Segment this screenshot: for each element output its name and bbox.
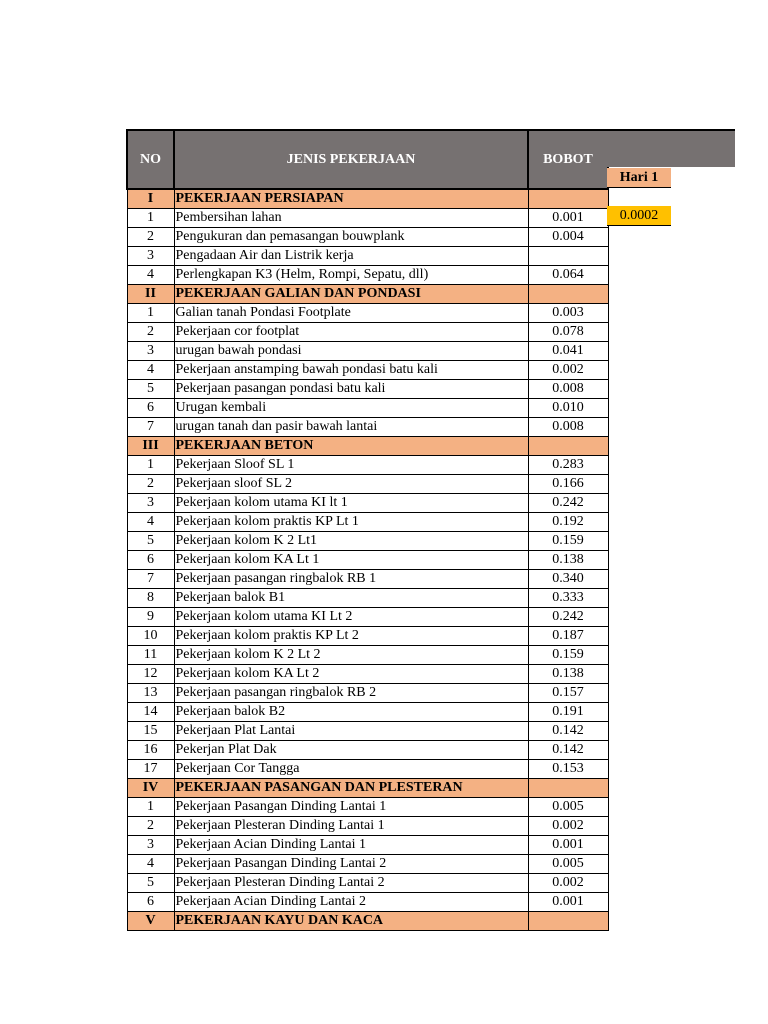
row-job-cell[interactable]: Pekerjaan pasangan pondasi batu kali xyxy=(174,380,528,399)
table-row xyxy=(127,665,608,684)
header-no[interactable]: NO xyxy=(127,130,174,189)
row-bobot-cell[interactable]: 0.283 xyxy=(528,456,608,475)
row-job-cell[interactable]: Pekerjaan kolom K 2 Lt 2 xyxy=(174,646,528,665)
row-no-cell[interactable]: I xyxy=(127,189,174,209)
table-row xyxy=(127,703,608,722)
row-bobot-cell[interactable]: 0.153 xyxy=(528,760,608,779)
row-no-cell[interactable]: 3 xyxy=(127,342,174,361)
row-no-cell[interactable]: 7 xyxy=(127,570,174,589)
row-bobot-cell[interactable] xyxy=(528,247,608,266)
row-no-cell[interactable]: 14 xyxy=(127,703,174,722)
header-bobot[interactable]: BOBOT xyxy=(528,130,608,189)
row-no-cell[interactable]: 13 xyxy=(127,684,174,703)
row-job-cell[interactable]: Pekerjaan kolom KA Lt 2 xyxy=(174,665,528,684)
row-job-cell[interactable]: Pekerjaan Pasangan Dinding Lantai 2 xyxy=(174,855,528,874)
row-job-cell[interactable]: Pekerjaan Plesteran Dinding Lantai 2 xyxy=(174,874,528,893)
header-row xyxy=(127,130,608,189)
row-no-cell[interactable]: IV xyxy=(127,779,174,798)
row-bobot-cell[interactable]: 0.166 xyxy=(528,475,608,494)
row-bobot-cell[interactable]: 0.138 xyxy=(528,551,608,570)
table-row xyxy=(127,570,608,589)
row-no-cell[interactable]: 15 xyxy=(127,722,174,741)
row-bobot-cell[interactable]: 0.001 xyxy=(528,209,608,228)
table-row xyxy=(127,836,608,855)
row-no-cell[interactable]: 3 xyxy=(127,247,174,266)
row-job-cell[interactable]: Pekerjaan kolom utama KI lt 1 xyxy=(174,494,528,513)
row-no-cell[interactable]: 6 xyxy=(127,551,174,570)
row-job-cell[interactable]: Pekerjaan Plesteran Dinding Lantai 1 xyxy=(174,817,528,836)
table-row xyxy=(127,494,608,513)
row-bobot-cell[interactable]: 0.242 xyxy=(528,494,608,513)
table-row xyxy=(127,399,608,418)
row-job-cell[interactable]: Pekerjaan kolom KA Lt 1 xyxy=(174,551,528,570)
table-row xyxy=(127,608,608,627)
row-bobot-cell[interactable]: 0.002 xyxy=(528,817,608,836)
row-bobot-cell[interactable]: 0.010 xyxy=(528,399,608,418)
row-bobot-cell[interactable]: 0.333 xyxy=(528,589,608,608)
row-bobot-cell[interactable]: 0.142 xyxy=(528,741,608,760)
schedule-header-band xyxy=(607,129,735,167)
row-job-cell[interactable]: Pekerjan Plat Dak xyxy=(174,741,528,760)
row-bobot-cell[interactable]: 0.159 xyxy=(528,532,608,551)
row-job-cell[interactable]: Pekerjaan anstamping bawah pondasi batu kali xyxy=(174,361,528,380)
table-row xyxy=(127,247,608,266)
row-bobot-cell[interactable]: 0.008 xyxy=(528,380,608,399)
row-job-cell[interactable]: Pekerjaan Acian Dinding Lantai 2 xyxy=(174,893,528,912)
row-no-cell[interactable]: 5 xyxy=(127,532,174,551)
row-no-cell[interactable]: 16 xyxy=(127,741,174,760)
row-job-cell[interactable]: Pekerjaan Sloof SL 1 xyxy=(174,456,528,475)
row-bobot-cell[interactable] xyxy=(528,437,608,456)
row-bobot-cell[interactable]: 0.191 xyxy=(528,703,608,722)
row-no-cell[interactable]: 4 xyxy=(127,266,174,285)
row-bobot-cell[interactable]: 0.192 xyxy=(528,513,608,532)
table-row xyxy=(127,228,608,247)
table-row xyxy=(127,874,608,893)
section-row xyxy=(127,779,608,798)
work-schedule-table xyxy=(126,129,609,931)
row-job-cell[interactable]: Pekerjaan Cor Tangga xyxy=(174,760,528,779)
row-no-cell[interactable]: 2 xyxy=(127,817,174,836)
row-job-cell[interactable]: PEKERJAAN KAYU DAN KACA xyxy=(174,912,528,931)
table-row xyxy=(127,380,608,399)
row-no-cell[interactable]: 2 xyxy=(127,475,174,494)
row-job-cell[interactable]: Pekerjaan kolom praktis KP Lt 2 xyxy=(174,627,528,646)
row-bobot-cell[interactable] xyxy=(528,189,608,209)
row-bobot-cell[interactable]: 0.008 xyxy=(528,418,608,437)
row-bobot-cell[interactable]: 0.159 xyxy=(528,646,608,665)
row-bobot-cell[interactable]: 0.005 xyxy=(528,855,608,874)
day-1-header-cell[interactable]: Hari 1 xyxy=(607,168,671,188)
row-bobot-cell[interactable]: 0.001 xyxy=(528,836,608,855)
row-no-cell[interactable]: 10 xyxy=(127,627,174,646)
row-bobot-cell[interactable]: 0.001 xyxy=(528,893,608,912)
row-job-cell[interactable]: Pekerjaan Acian Dinding Lantai 1 xyxy=(174,836,528,855)
row-job-cell[interactable]: Pekerjaan balok B1 xyxy=(174,589,528,608)
row-job-cell[interactable]: Perlengkapan K3 (Helm, Rompi, Sepatu, dll) xyxy=(174,266,528,285)
row-no-cell[interactable]: 9 xyxy=(127,608,174,627)
row-bobot-cell[interactable]: 0.004 xyxy=(528,228,608,247)
table-row xyxy=(127,893,608,912)
table-row xyxy=(127,760,608,779)
row-no-cell[interactable]: 5 xyxy=(127,380,174,399)
table-row xyxy=(127,513,608,532)
table-row xyxy=(127,627,608,646)
row-bobot-cell[interactable]: 0.003 xyxy=(528,304,608,323)
row-bobot-cell[interactable] xyxy=(528,285,608,304)
row-no-cell[interactable]: V xyxy=(127,912,174,931)
row-no-cell[interactable]: 1 xyxy=(127,456,174,475)
row-no-cell[interactable]: 11 xyxy=(127,646,174,665)
row-bobot-cell[interactable]: 0.005 xyxy=(528,798,608,817)
row-bobot-cell[interactable]: 0.041 xyxy=(528,342,608,361)
row-job-cell[interactable]: Pekerjaan kolom K 2 Lt1 xyxy=(174,532,528,551)
table-row xyxy=(127,798,608,817)
row-no-cell[interactable]: 8 xyxy=(127,589,174,608)
row-job-cell[interactable]: Pekerjaan cor footplat xyxy=(174,323,528,342)
row-no-cell[interactable]: 6 xyxy=(127,399,174,418)
row-job-cell[interactable]: PEKERJAAN PERSIAPAN xyxy=(174,189,528,209)
row-bobot-cell[interactable] xyxy=(528,912,608,931)
row-bobot-cell[interactable] xyxy=(528,779,608,798)
row-job-cell[interactable]: urugan tanah dan pasir bawah lantai xyxy=(174,418,528,437)
row-job-cell[interactable]: Pekerjaan balok B2 xyxy=(174,703,528,722)
row-bobot-cell[interactable]: 0.340 xyxy=(528,570,608,589)
row-job-cell[interactable]: Galian tanah Pondasi Footplate xyxy=(174,304,528,323)
row-job-cell[interactable]: Urugan kembali xyxy=(174,399,528,418)
row-job-cell[interactable]: Pembersihan lahan xyxy=(174,209,528,228)
row-no-cell[interactable]: 3 xyxy=(127,494,174,513)
row-job-cell[interactable]: PEKERJAAN PASANGAN DAN PLESTERAN xyxy=(174,779,528,798)
row-bobot-cell[interactable]: 0.078 xyxy=(528,323,608,342)
row-job-cell[interactable]: Pekerjaan Plat Lantai xyxy=(174,722,528,741)
table-row xyxy=(127,684,608,703)
row-bobot-cell[interactable]: 0.064 xyxy=(528,266,608,285)
row-no-cell[interactable]: 2 xyxy=(127,323,174,342)
row-bobot-cell[interactable]: 0.002 xyxy=(528,874,608,893)
row-no-cell[interactable]: 2 xyxy=(127,228,174,247)
table-row xyxy=(127,456,608,475)
row-no-cell[interactable]: 4 xyxy=(127,855,174,874)
table-row xyxy=(127,551,608,570)
table-row xyxy=(127,475,608,494)
row-no-cell[interactable]: 4 xyxy=(127,361,174,380)
table-row xyxy=(127,418,608,437)
section-row xyxy=(127,189,608,209)
table-row xyxy=(127,741,608,760)
row-job-cell[interactable]: Pekerjaan sloof SL 2 xyxy=(174,475,528,494)
row-no-cell[interactable]: 7 xyxy=(127,418,174,437)
row-job-cell[interactable]: Pekerjaan pasangan ringbalok RB 1 xyxy=(174,570,528,589)
row-bobot-cell[interactable]: 0.187 xyxy=(528,627,608,646)
table-row xyxy=(127,209,608,228)
row-job-cell[interactable]: Pekerjaan kolom praktis KP Lt 1 xyxy=(174,513,528,532)
section-row xyxy=(127,912,608,931)
table-row xyxy=(127,361,608,380)
row-no-cell[interactable]: 17 xyxy=(127,760,174,779)
table-header xyxy=(127,130,608,189)
table-row xyxy=(127,304,608,323)
row-no-cell[interactable]: 1 xyxy=(127,304,174,323)
table-row xyxy=(127,855,608,874)
table-row xyxy=(127,532,608,551)
row-no-cell[interactable]: II xyxy=(127,285,174,304)
table-row xyxy=(127,722,608,741)
row-no-cell[interactable]: 6 xyxy=(127,893,174,912)
row-no-cell[interactable]: 12 xyxy=(127,665,174,684)
row-job-cell[interactable]: PEKERJAAN BETON xyxy=(174,437,528,456)
row-bobot-cell[interactable]: 0.242 xyxy=(528,608,608,627)
row-job-cell[interactable]: Pengukuran dan pemasangan bouwplank xyxy=(174,228,528,247)
row-job-cell[interactable]: Pekerjaan pasangan ringbalok RB 2 xyxy=(174,684,528,703)
table-row xyxy=(127,817,608,836)
day-1-value-cell[interactable]: 0.0002 xyxy=(607,206,671,226)
row-no-cell[interactable]: 1 xyxy=(127,209,174,228)
row-no-cell[interactable]: 4 xyxy=(127,513,174,532)
row-job-cell[interactable]: Pekerjaan kolom utama KI Lt 2 xyxy=(174,608,528,627)
table-body xyxy=(127,189,608,931)
row-job-cell[interactable]: Pengadaan Air dan Listrik kerja xyxy=(174,247,528,266)
table-row xyxy=(127,266,608,285)
section-row xyxy=(127,437,608,456)
row-job-cell[interactable]: PEKERJAAN GALIAN DAN PONDASI xyxy=(174,285,528,304)
section-row xyxy=(127,285,608,304)
row-job-cell[interactable]: Pekerjaan Pasangan Dinding Lantai 1 xyxy=(174,798,528,817)
table-row xyxy=(127,323,608,342)
row-bobot-cell[interactable]: 0.002 xyxy=(528,361,608,380)
row-no-cell[interactable]: III xyxy=(127,437,174,456)
row-bobot-cell[interactable]: 0.157 xyxy=(528,684,608,703)
row-bobot-cell[interactable]: 0.142 xyxy=(528,722,608,741)
row-job-cell[interactable]: urugan bawah pondasi xyxy=(174,342,528,361)
header-job[interactable]: JENIS PEKERJAAN xyxy=(174,130,528,189)
row-no-cell[interactable]: 1 xyxy=(127,798,174,817)
row-bobot-cell[interactable]: 0.138 xyxy=(528,665,608,684)
row-no-cell[interactable]: 3 xyxy=(127,836,174,855)
row-no-cell[interactable]: 5 xyxy=(127,874,174,893)
table-row xyxy=(127,342,608,361)
table-row xyxy=(127,646,608,665)
table-row xyxy=(127,589,608,608)
